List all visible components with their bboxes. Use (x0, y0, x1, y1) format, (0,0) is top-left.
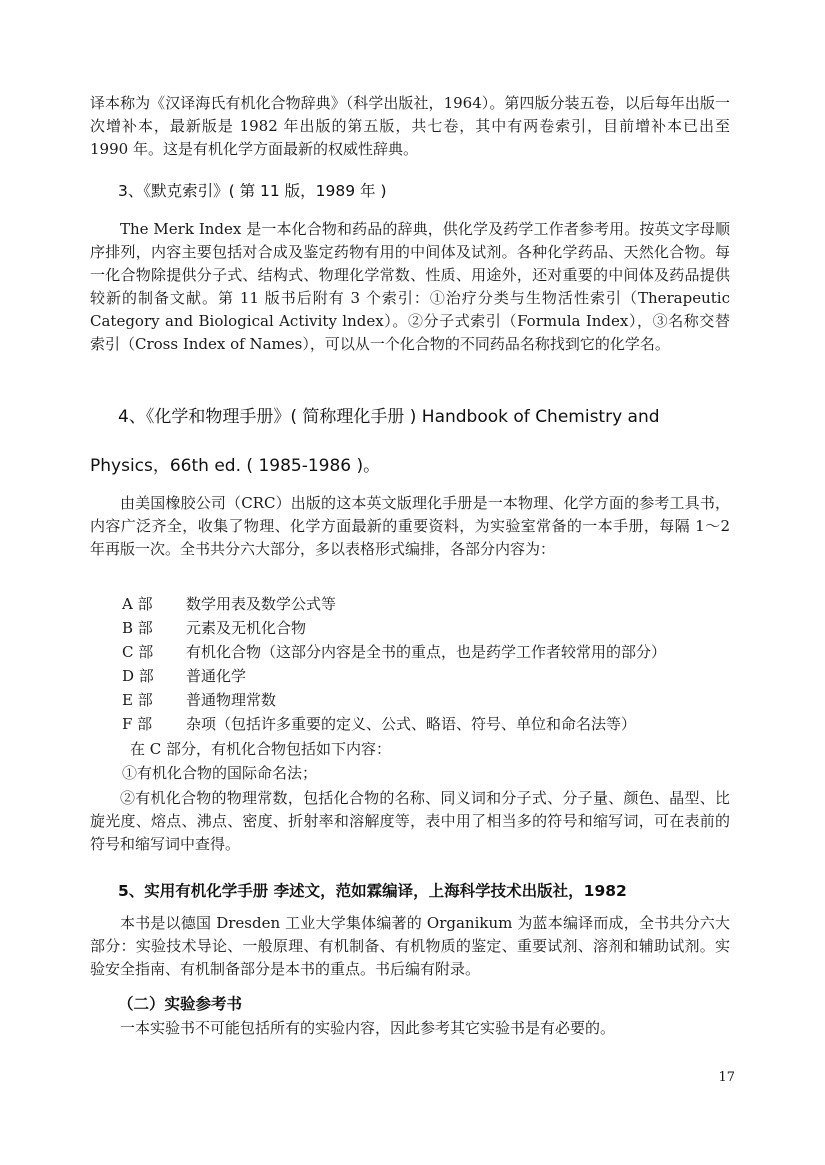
part-label: A 部 (122, 595, 153, 613)
part-row (122, 593, 336, 615)
part-label: F 部 (122, 715, 153, 733)
part-label: C 部 (122, 643, 154, 661)
section-4-body: 由美国橡胶公司（CRC）出版的这本英文版理化手册是一本物理、化学方面的参考工具书，内容广泛齐全，收集了物理、化学方面最新的重要资料，为实验室常备的一本手册，每隔 1～2 年再版一次。全书共分六大部分，多以表格形式编排，各部分内容为： (90, 494, 730, 558)
section-5-heading: 5、实用有机化学手册 李述文，范如霖编译，上海科学技术出版社，1982 (118, 882, 627, 900)
section-5-body: 本书是以德国 Dresden 工业大学集体编著的 Organikum 为蓝本编译而成，全书共分六大部分：实验技术导论、一般原理、有机制备、有机物质的鉴定、重要试剂、溶剂和辅助试剂。实验安全指南、有机制备部分是本书的重点。书后编有附录。 (90, 914, 730, 978)
part-text: 元素及无机化合物 (186, 619, 307, 637)
part-text: 普通化学 (186, 667, 247, 685)
part-row (122, 617, 306, 639)
section-3-body: The Merk Index 是一本化合物和药品的辞典，供化学及药学工作者参考用。按英文字母顺序排列，内容主要包括对合成及鉴定药物有用的中间体及试剂。各种化学药品、天然化合物。每一化合物除提供分子式、结构式、物理化学常数、性质、用途外，还对重要的中间体及药品提供较新的制备文献。第 11 版书后附有 3 个索引：①治疗分类与生物活性索引（Therapeutic Category and Biological Activity lndex）。②分子式索引（Formula Index），③名称交替索引（Cross Index of Names），可以从一个化合物的不同药品名称找到它的化学名。 (90, 220, 730, 353)
part-label: B 部 (122, 619, 153, 637)
section-b-heading: （二）实验参考书 (118, 995, 243, 1013)
part-label: D 部 (122, 667, 154, 685)
part-text: 有机化合物（这部分内容是全书的重点，也是药学工作者较常用的部分） (186, 643, 667, 661)
part-row (122, 665, 246, 687)
section-b-body: 一本实验书不可能包括所有的实验内容，因此参考其它实验书是有必要的。 (120, 1019, 616, 1037)
part-row (122, 713, 636, 735)
part-text: 普通物理常数 (186, 691, 277, 709)
page-number: 17 (718, 1070, 735, 1085)
section-4-heading-line2: Physics，66th ed. ( 1985-1986 )。 (90, 456, 381, 476)
part-row (122, 689, 276, 711)
section-3-heading: 3、《默克索引》( 第 11 版，1989 年 ) (118, 182, 387, 200)
part-label: E 部 (122, 691, 153, 709)
intro-paragraph: 译本称为《汉译海氏有机化合物辞典》（科学出版社，1964）。第四版分装五卷，以后每年出版一次增补本，最新版是 1982 年出版的第五版，共七卷，其中有两卷索引，目前增补本已出至 1990 年。这是有机化学方面最新的权威性辞典。 (90, 94, 730, 158)
part-text: 杂项（包括许多重要的定义、公式、略语、符号、单位和命名法等） (186, 715, 637, 733)
section-4-heading-line1: 4、《化学和物理手册》( 简称理化手册 ) Handbook of Chemistry and (118, 407, 660, 427)
c-part-item-2: ②有机化合物的物理常数，包括化合物的名称、同义词和分子式、分子量、颜色、晶型、比旋光度、熔点、沸点、密度、折射率和溶解度等，表中用了相当多的符号和缩写词，可在表前的符号和缩写词中查得。 (90, 789, 730, 853)
c-part-item-1: ①有机化合物的国际命名法； (122, 764, 318, 782)
c-part-intro: 在 C 部分，有机化合物包括如下内容： (130, 740, 392, 758)
part-row (122, 641, 666, 663)
part-text: 数学用表及数学公式等 (186, 595, 337, 613)
